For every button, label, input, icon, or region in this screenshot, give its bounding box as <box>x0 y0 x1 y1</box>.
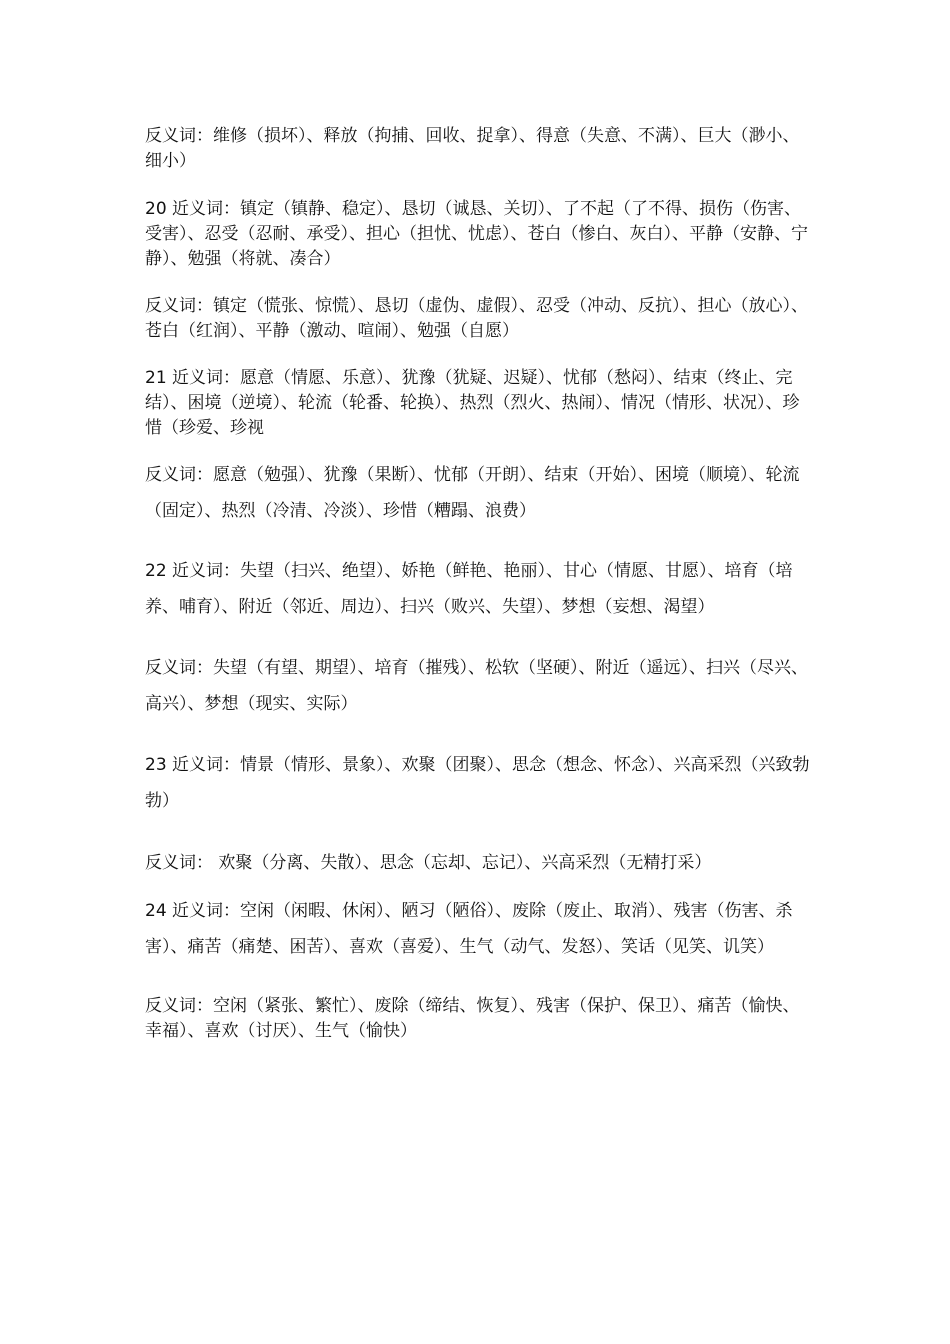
synonyms-paragraph-20: 20 近义词：镇定（镇静、稳定）、恳切（诚恳、关切）、了不起（了不得、损伤（伤害、受害）、忍受（忍耐、承受）、担心（担忧、忧虑）、苍白（惨白、灰白）、平静（安静、宁静）、勉强（将就、凑合） <box>145 199 808 269</box>
synonyms-paragraph-24: 24 近义词：空闲（闲暇、休闲）、陋习（陋俗）、废除（废止、取消）、残害（伤害、杀害）、痛苦（痛楚、困苦）、喜欢（喜爱）、生气（动气、发怒）、笑话（见笑、讥笑） <box>145 901 793 957</box>
synonyms-paragraph-21: 21 近义词：愿意（情愿、乐意）、犹豫（犹疑、迟疑）、忧郁（愁闷）、结束（终止、完结）、困境（逆境）、轮流（轮番、轮换）、热烈（烈火、热闹）、情况（情形、状况）、珍惜（珍爱、珍视 <box>145 368 800 438</box>
antonyms-paragraph-24: 反义词：空闲（紧张、繁忙）、废除（缔结、恢复）、残害（保护、保卫）、痛苦（愉快、幸福）、喜欢（讨厌）、生气（愉快） <box>145 996 800 1041</box>
antonyms-paragraph-22: 反义词：失望（有望、期望）、培育（摧残）、松软（坚硬）、附近（遥远）、扫兴（尽兴、高兴）、梦想（现实、实际） <box>145 658 808 714</box>
antonyms-paragraph-20: 反义词：镇定（慌张、惊慌）、恳切（虚伪、虚假）、忍受（冲动、反抗）、担心（放心）、苍白（红润）、平静（激动、喧闹）、勉强（自愿） <box>145 296 808 341</box>
synonyms-paragraph-22: 22 近义词：失望（扫兴、绝望）、娇艳（鲜艳、艳丽）、甘心（情愿、甘愿）、培育（培养、哺育）、附近（邻近、周边）、扫兴（败兴、失望）、梦想（妄想、渴望） <box>145 561 793 617</box>
antonyms-paragraph-21: 反义词：愿意（勉强）、犹豫（果断）、忧郁（开朗）、结束（开始）、困境（顺境）、轮流（固定）、热烈（冷清、冷淡）、珍惜（糟蹋、浪费） <box>145 465 800 521</box>
antonyms-paragraph-19: 反义词：维修（损坏）、释放（拘捕、回收、捉拿）、得意（失意、不满）、巨大（渺小、细小） <box>145 126 800 171</box>
antonyms-paragraph-23: 反义词： 欢聚（分离、失散）、思念（忘却、忘记）、兴高采烈（无精打采） <box>145 853 712 873</box>
synonyms-paragraph-23: 23 近义词：情景（情形、景象）、欢聚（团聚）、思念（想念、怀念）、兴高采烈（兴致勃勃） <box>145 755 810 811</box>
